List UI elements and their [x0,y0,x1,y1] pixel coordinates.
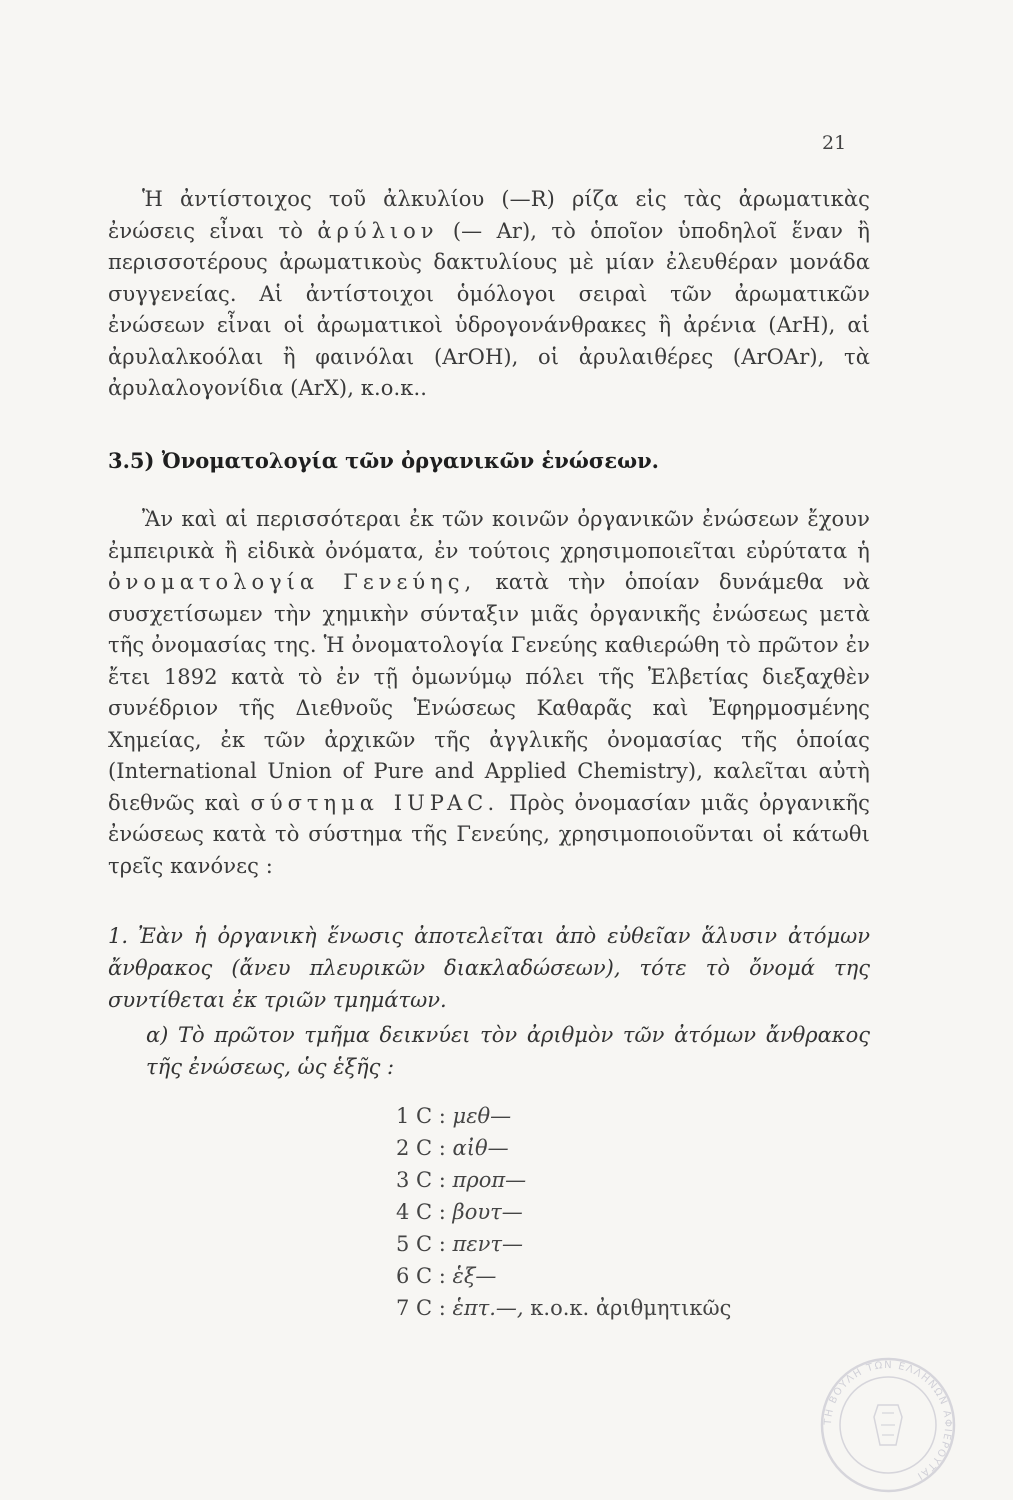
list-item [396,1196,731,1228]
prefix: μεθ— [452,1104,512,1128]
list-item [396,1164,731,1196]
carbon-count: 6 C : [396,1264,446,1288]
paragraph-text [108,184,870,405]
list-item [396,1100,731,1132]
list-item [396,1228,731,1260]
carbon-count: 5 C : [396,1232,446,1256]
para2-part2: κατὰ τὴν ὁποίαν δυνάμεθα νὰ συσχετίσωμεν τὴν χημικὴν σύνταξιν μιᾶς ὀργανικῆς ἐνώσεως μετὰ τῆς ὀνομασίας της. Ἡ ὀνοματολογία Γενεύης καθιερώθη τὸ πρῶτον ἐν ἔτει 1892 κατὰ τὸ ἐν τῇ ὁμωνύμῳ πόλει τῆς Ἐλβετίας διεξαχθὲν συνέδριον τῆς Διεθνοῦς Ἑνώσεως Καθαρᾶς καὶ Ἐφηρμοσμένης Χημείας, ἐκ τῶν ἀρχικῶν τῆς ἀγγλικῆς ὀνομασίας τῆς ὁποίας (International Union of Pure and Applied Chemistry), καλεῖται αὐτὴ διεθνῶς καὶ [108,570,870,815]
paragraph-text [108,504,870,882]
sub-a-text: Τὸ πρῶτον τμῆμα δεικνύει τὸν ἀριθμὸν τῶν ἀτόμων ἄνθρακος τῆς ἐνώσεως, ὡς ἑξῆς : [146,1023,870,1079]
stamp-text: ΤΗ ΒΟΥΛΗ ΤΩΝ ΕΛΛΗΝΩΝ ΑΦΙΕΡΟΥΤΑΙ [822,1359,954,1482]
list-item [396,1132,731,1164]
carbon-prefix-list [396,1100,731,1324]
prefix-note: κ.ο.κ. ἀριθμητικῶς [530,1296,732,1320]
spaced-term-iupac: σύστημα IUPAC. [250,790,500,815]
rule-one-text [108,920,870,1016]
section-heading: 3.5) Ὀνοματολογία τῶν ὀργανικῶν ἑνώσεων. [108,448,659,473]
carbon-count: 2 C : [396,1136,446,1160]
prefix: ἑξ— [452,1264,497,1288]
library-stamp-seal [818,1355,958,1495]
rule-one-sub-a [146,1019,870,1083]
rule-one [108,920,870,1083]
prefix: αἰθ— [452,1136,509,1160]
list-item [396,1292,731,1324]
carbon-count: 3 C : [396,1168,446,1192]
sub-a-label: α) [146,1023,169,1047]
paragraph-aryl-radical [108,184,870,405]
rule-one-body: Ἐὰν ἡ ὀργανικὴ ἕνωσις ἀποτελεῖται ἀπὸ εὐθεῖαν ἅλυσιν ἀτόμων ἄνθρακος (ἄνευ πλευρικῶν διακλαδώσεων), τότε τὸ ὄνομά της συντίθεται ἐκ τριῶν τμημάτων. [108,924,870,1012]
prefix: προπ— [452,1168,527,1192]
carbon-count: 7 C : [396,1296,446,1320]
prefix: ἑπτ.—, [452,1296,524,1320]
para1-part1: Ἡ ἀντίστοιχος τοῦ ἀλκυλίου (—R) ρίζα εἰς τὰς ἀρωματικὰς ἐνώσεις εἶναι τὸ [108,187,870,243]
paragraph-nomenclature [108,504,870,882]
para2-part1: Ἂν καὶ αἱ περισσότεραι ἐκ τῶν κοινῶν ὀργανικῶν ἐνώσεων ἔχουν ἐμπειρικὰ ἢ εἰδικὰ ὀνόματα, ἐν τούτοις χρησιμοποιεῖται εὐρύτατα ἡ [108,507,870,563]
para2-part3: Πρὸς ὀνομασίαν μιᾶς ὀργανικῆς ἐνώσεως κατὰ τὸ σύστημα τῆς Γενεύης, χρησιμοποιοῦνται οἱ κάτωθι τρεῖς κανόνες : [108,790,871,878]
spaced-term-geneva: ὀνοματολογία Γενεύης, [108,570,477,594]
prefix: πεντ— [452,1232,524,1256]
list-item [396,1260,731,1292]
prefix: βουτ— [452,1200,523,1224]
carbon-count: 4 C : [396,1200,446,1224]
page-number: 21 [822,132,847,154]
rule-number: 1. [108,924,129,948]
para1-part2: (— Ar), τὸ ὁποῖον ὑποδηλοῖ ἕναν ἢ περισσοτέρους ἀρωματικοὺς δακτυλίους μὲ μίαν ἐλευθέραν μονάδα συγγενείας. Αἱ ἀντίστοιχοι ὁμόλογοι σειραὶ τῶν ἀρωματικῶν ἐνώσεων εἶναι οἱ ἀρωματικοὶ ὑδρογονάνθρακες ἢ ἀρένια (ArH), αἱ ἀρυλαλκοόλαι ἢ φαινόλαι (ArOH), οἱ ἀρυλαιθέρες (ArOAr), τὰ ἀρυλαλογονίδια (ArX), κ.ο.κ.. [108,218,870,400]
spaced-term-aryl: ἀρύλιον [317,218,439,243]
carbon-count: 1 C : [396,1104,446,1128]
